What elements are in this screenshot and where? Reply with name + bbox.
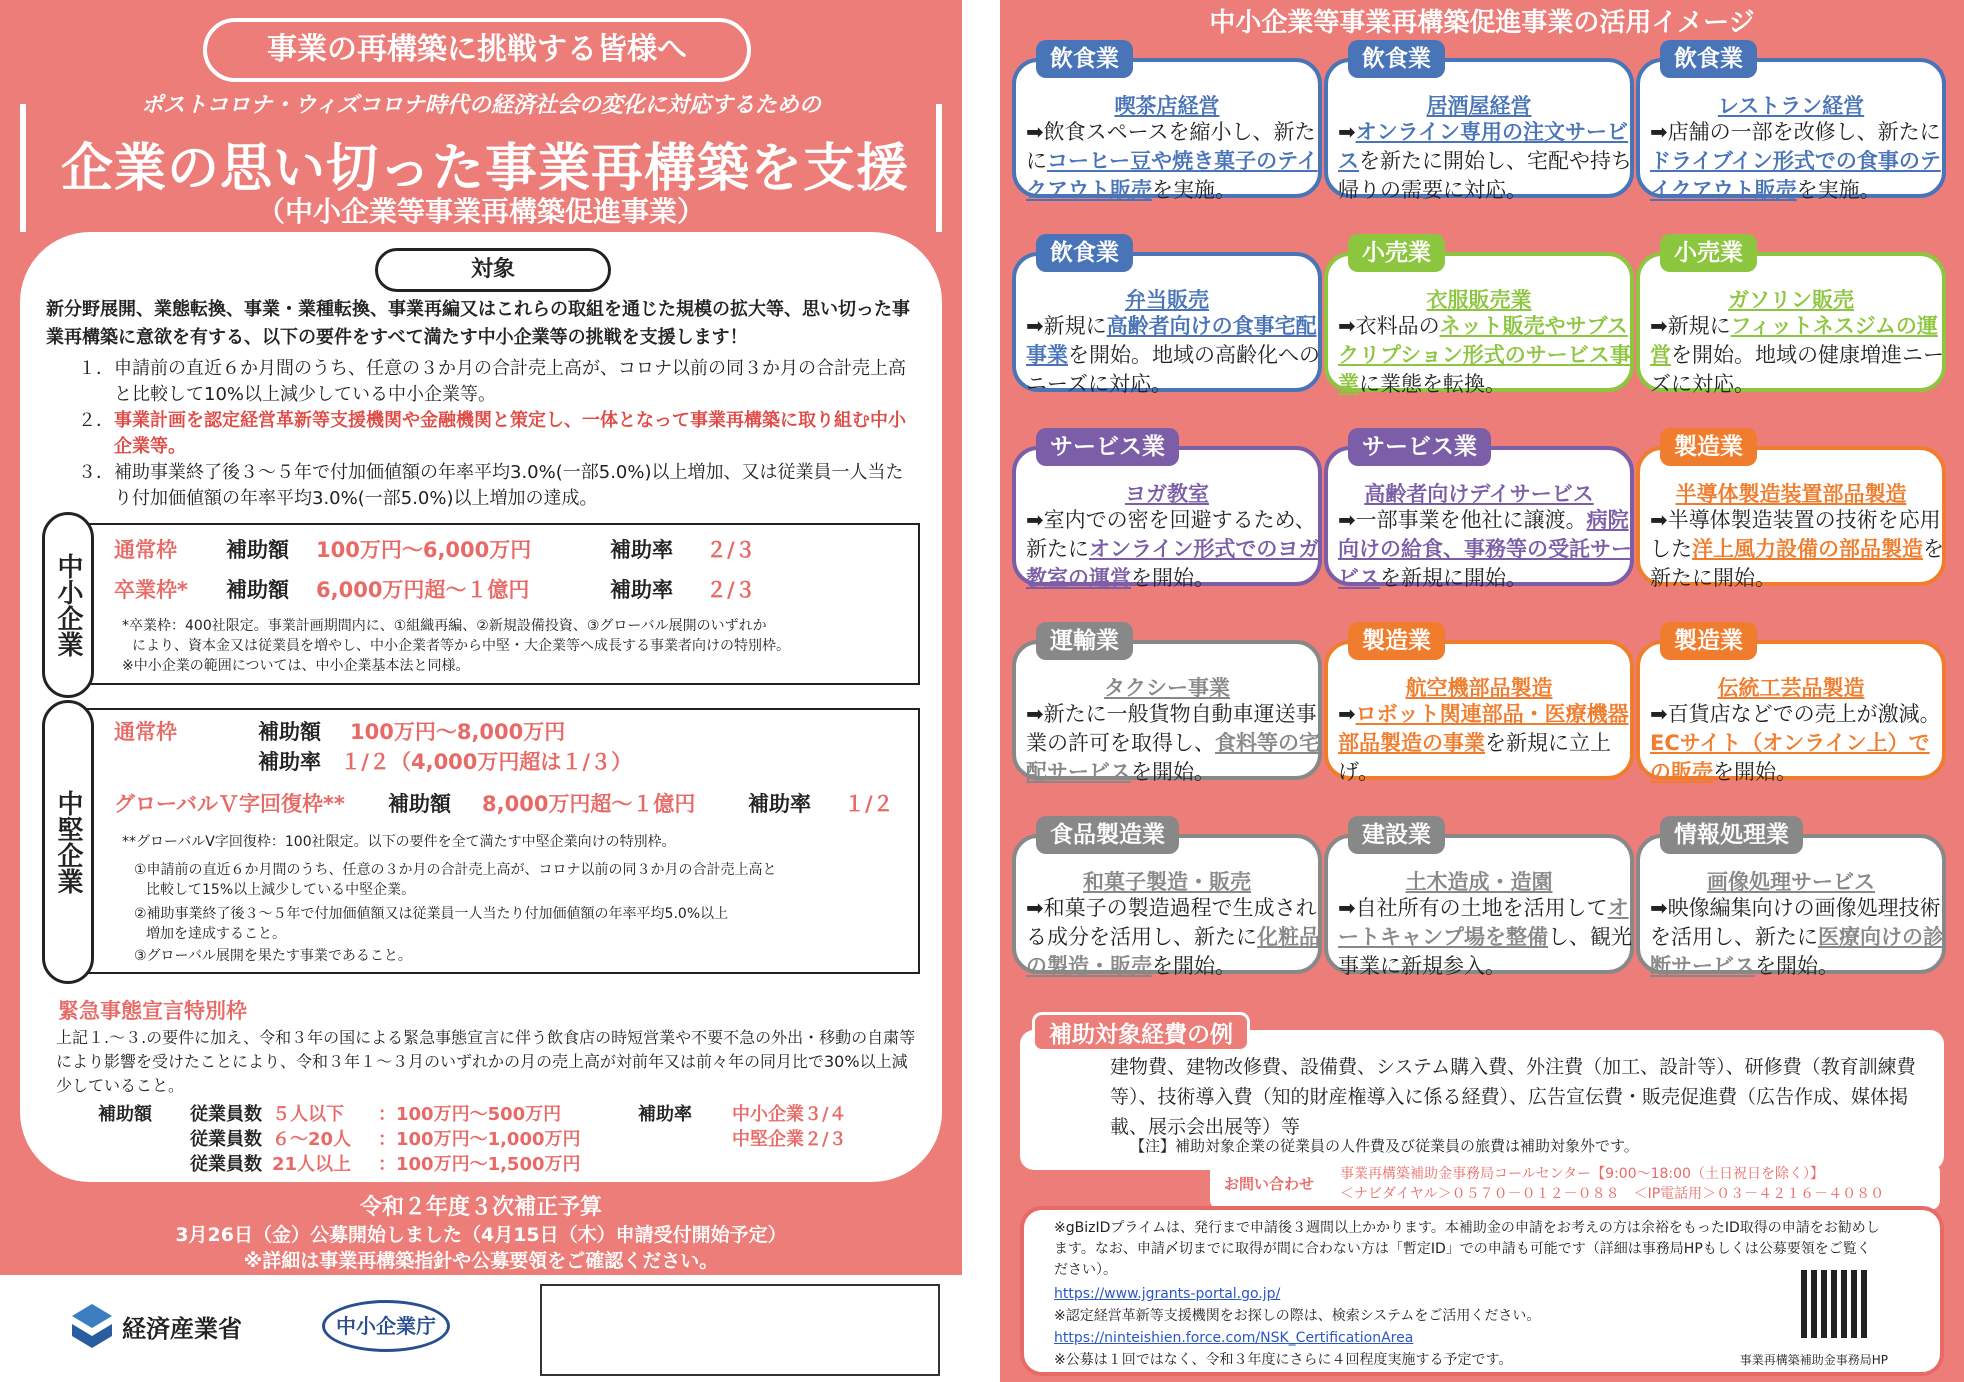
example-highlight: フィットネスジムの運営	[1650, 314, 1938, 367]
sme-note-2: により、資本金又は従業員を増やし、中小企業者等から中堅・大企業等へ成長する事業者向けの特別枠。	[132, 638, 790, 654]
example-body	[1338, 312, 1634, 399]
example-highlight: 化粧品の製造・販売	[1026, 925, 1320, 978]
req-number: ２．	[78, 410, 114, 431]
rate-value: ２/３	[706, 578, 756, 602]
example-highlight: オンライン専用の注文サービス	[1338, 120, 1628, 173]
req-number: ３．	[78, 462, 114, 483]
example-highlight: コーヒー豆や焼き菓子のテイクアウト販売	[1026, 149, 1318, 202]
example-body	[1338, 506, 1634, 593]
example-heading: ヨガ教室	[1125, 482, 1209, 506]
industry-tag: 食品製造業	[1036, 816, 1179, 854]
example-body	[1650, 894, 1946, 981]
example-body	[1338, 118, 1634, 205]
example-text: を開始。地域の健康増進ニーズに対応。	[1650, 343, 1944, 396]
sme-caption	[42, 512, 94, 698]
sme-caption-text: 中小企業	[53, 553, 83, 657]
example-highlight: オートキャンプ場を整備	[1338, 896, 1629, 949]
example-text: ➡飲食スペースを縮小し、新たに	[1026, 120, 1316, 173]
round-notice: ※公募は１回ではなく、令和３年度にさらに４回程度実施する予定です。	[1054, 1352, 1513, 1368]
industry-tag: 小売業	[1348, 234, 1445, 272]
example-text: を開始。	[1131, 566, 1215, 590]
gbiz-notice: ※gBizIDプライムは、発行まで申請後３週間以上かかります。本補助金の申請をお考えの方は余裕をもったID取得の申請をお勧めします。なお、申請〆切までに取得が間に合わない方は「暫定ID」での申請も可能です（詳細は事務局HPもしくは公募要領をご覧ください）。	[1054, 1220, 1880, 1278]
example-card	[1324, 58, 1634, 202]
example-card	[1012, 252, 1322, 396]
emergency-row-amt: ：100万円～1,000万円	[378, 1129, 581, 1150]
example-body	[1026, 894, 1322, 981]
example-highlight: 病院向けの給食、事務等の受託サービス	[1338, 508, 1632, 590]
example-body	[1650, 506, 1946, 593]
example-heading: 和菓子製造・販売	[1083, 870, 1251, 894]
industry-tag: 飲食業	[1036, 234, 1133, 272]
mid-note-2: ②補助事業終了後３～５年で付加価値額又は従業員一人当たり付加価値額の年率平均5.0%以上	[134, 906, 729, 922]
example-heading: ガソリン販売	[1728, 288, 1854, 312]
example-body	[1338, 700, 1634, 787]
emergency-rate-label: 補助率	[638, 1104, 692, 1125]
industry-tag: 情報処理業	[1660, 816, 1803, 854]
example-heading: 喫茶店経営	[1114, 94, 1220, 118]
example-highlight: 医療向けの診断サービス	[1650, 925, 1944, 978]
example-text: し、観光事業に新規参入。	[1338, 925, 1632, 978]
example-highlight: 高齢者向けの食事宅配事業	[1026, 314, 1317, 367]
mid-note-3: ③グローバル展開を果たす事業であること。	[134, 948, 412, 964]
example-card	[1012, 446, 1322, 590]
qr-caption: 事業再構築補助金事務局HP	[1739, 1353, 1888, 1367]
example-text: に業態を転換。	[1359, 372, 1506, 396]
sme-note-3: ※中小企業の範囲については、中小企業基本法と同様。	[122, 658, 470, 674]
example-text: ➡	[1338, 702, 1356, 726]
amount-label: 補助額	[226, 538, 289, 562]
target-heading: 対象	[375, 248, 611, 292]
example-highlight: ドライブイン形式での食事のテイクアウト販売	[1650, 149, 1941, 202]
example-heading: 伝統工芸品製造	[1717, 676, 1865, 700]
example-text: ➡一部事業を他社に譲渡。	[1338, 508, 1587, 532]
example-text: ➡百貨店などでの売上が激減。	[1650, 702, 1941, 726]
example-heading: 画像処理サービス	[1707, 870, 1875, 894]
example-text: ➡新規に	[1650, 314, 1731, 338]
example-text: を新規に開始。	[1380, 566, 1527, 590]
example-highlight: オンライン形式でのヨガ教室の運営	[1026, 537, 1320, 590]
emergency-rate-mid: 中堅企業２/３	[732, 1129, 847, 1150]
example-text: を新たに開始。	[1650, 537, 1944, 590]
sme-note-1: *卒業枠：400社限定。事業計画期間内に、①組織再編、②新規設備投資、③グローバル展開のいずれか	[122, 618, 767, 634]
meti-logo	[70, 1302, 242, 1350]
example-highlight: 洋上風力設備の部品製造	[1692, 537, 1923, 561]
example-heading: 土木造成・造園	[1405, 870, 1553, 894]
eligible-costs-tag: 補助対象経費の例	[1032, 1012, 1250, 1052]
frame-name: グローバルＶ字回復枠**	[114, 792, 345, 816]
example-body	[1650, 118, 1946, 205]
emergency-row-emp: 従業員数	[190, 1154, 262, 1175]
example-card	[1636, 58, 1946, 202]
amount-value: 6,000万円超～１億円	[316, 578, 530, 602]
example-text: ➡自社所有の土地を活用して	[1338, 896, 1608, 920]
example-card	[1636, 640, 1946, 784]
example-heading: レストラン経営	[1717, 94, 1865, 118]
eligible-costs-note: 【注】補助対象企業の従業員の人件費及び従業員の旅費は補助対象外です。	[1130, 1137, 1639, 1155]
example-text: を開始。	[1755, 954, 1839, 978]
example-body	[1650, 312, 1946, 399]
example-text: ➡室内での密を回避するため、新たに	[1026, 508, 1316, 561]
rate-label: 補助率	[610, 538, 673, 562]
header-pill: 事業の再構築に挑戦する皆様へ	[203, 18, 751, 82]
mid-row-1	[114, 716, 566, 746]
example-card	[1324, 446, 1634, 590]
emergency-frame-heading: 緊急事態宣言特別枠	[58, 999, 247, 1023]
mid-caption-text: 中堅企業	[53, 790, 83, 894]
rate-label: 補助率	[748, 792, 811, 816]
example-card	[1636, 834, 1946, 978]
req-text: 補助事業終了後３～５年で付加価値額の年率平均3.0%(一部5.0%)以上増加、又は従業員一人当たり付加価値額の年率平均3.0%(一部5.0%)以上増加の達成。	[114, 462, 904, 509]
example-card	[1636, 446, 1946, 590]
example-highlight: ネット販売やサブスクリプション形式のサービス事業	[1338, 314, 1631, 396]
requirement-1	[78, 356, 908, 408]
example-card	[1012, 58, 1322, 202]
emergency-row-emp: 従業員数	[190, 1129, 262, 1150]
example-text: を開始。	[1131, 760, 1215, 784]
rate-value: １/２（4,000万円超は１/３）	[340, 750, 633, 774]
example-text: ➡映像編集向けの画像処理技術を活用し、新たに	[1650, 896, 1941, 949]
example-text: ➡店舗の一部を改修し、新たに	[1650, 120, 1941, 144]
frame-name: 通常枠	[114, 720, 177, 744]
industry-tag: サービス業	[1036, 428, 1179, 466]
program-name: （中小企業等事業再構築促進事業）	[256, 195, 705, 228]
emergency-row-cnt: 21人以上	[272, 1154, 352, 1175]
sme-row-1	[114, 534, 756, 564]
example-text: を開始。	[1152, 954, 1236, 978]
mid-row-1b	[258, 746, 632, 776]
amount-label: 補助額	[388, 792, 451, 816]
industry-tag: 飲食業	[1036, 40, 1133, 78]
right-flyer-page	[1000, 0, 1964, 1382]
example-text: ➡半導体製造装置の技術を応用した	[1650, 508, 1941, 561]
example-text: を開始。地域の高齢化へのニーズに対応。	[1026, 343, 1320, 396]
example-heading: タクシー事業	[1104, 676, 1230, 700]
req-number: １．	[78, 358, 114, 379]
contact-phone: ＜ナビダイヤル＞０５７０－０１２－０８８ ＜IP電話用＞０３－４２１６－４０８０	[1340, 1186, 1885, 1202]
example-body	[1338, 894, 1634, 981]
contact-box	[1210, 1162, 1940, 1210]
example-text: ➡	[1338, 120, 1356, 144]
example-text: を新たに開始し、宅配や持ち帰りの需要に対応。	[1338, 149, 1632, 202]
emergency-row-emp: 従業員数	[190, 1104, 262, 1125]
emergency-row-amt: ：100万円～500万円	[378, 1104, 562, 1125]
example-body	[1026, 312, 1322, 399]
example-card	[1324, 640, 1634, 784]
budget-title: 令和２年度３次補正予算	[359, 1195, 602, 1220]
sme-row-2	[114, 574, 756, 604]
example-text: ➡和菓子の製造過程で生成される成分を活用し、新たに	[1026, 896, 1317, 949]
example-body	[1026, 118, 1322, 205]
example-body	[1650, 700, 1946, 787]
usage-title: 中小企業等事業再構築促進事業の活用イメージ	[1209, 8, 1755, 38]
example-card	[1012, 834, 1322, 978]
industry-tag: サービス業	[1348, 428, 1491, 466]
industry-tag: 飲食業	[1660, 40, 1757, 78]
frame-name: 卒業枠*	[114, 578, 188, 602]
mid-note-2b: 増加を達成すること。	[146, 926, 286, 942]
example-heading: 半導体製造装置部品製造	[1675, 482, 1907, 506]
example-heading: 航空機部品製造	[1405, 676, 1553, 700]
example-heading: 居酒屋経営	[1426, 94, 1532, 118]
mid-caption	[42, 700, 94, 984]
example-text: ➡新規に	[1026, 314, 1107, 338]
left-flyer-page	[0, 0, 962, 1382]
example-text: を実施。	[1152, 178, 1236, 202]
example-heading: 高齢者向けデイサービス	[1364, 482, 1594, 506]
example-highlight: ECサイト（オンライン上）での販売	[1650, 731, 1930, 784]
blank-stamp-box	[540, 1284, 940, 1376]
example-card	[1012, 640, 1322, 784]
industry-tag: 製造業	[1660, 622, 1757, 660]
contact-center: 事業再構築補助金事務局コールセンター【9:00～18:00（土日祝日を除く）】	[1340, 1166, 1824, 1182]
main-title: 企業の思い切った事業再構築を支援	[60, 139, 909, 199]
requirement-2	[78, 408, 908, 460]
example-text: ➡新たに一般貨物自動車運送事業の許可を取得し、	[1026, 702, 1317, 755]
amount-value: 8,000万円超～１億円	[482, 792, 696, 816]
example-card	[1324, 834, 1634, 978]
mid-row-2	[114, 788, 894, 818]
rate-value: １/２	[844, 792, 894, 816]
industry-tag: 小売業	[1660, 234, 1757, 272]
subtitle: ポストコロナ・ウィズコロナ時代の経済社会の変化に対応するための	[141, 93, 821, 118]
amount-label: 補助額	[258, 720, 321, 744]
amount-value: 100万円～8,000万円	[350, 720, 566, 744]
example-body	[1026, 506, 1322, 593]
example-body	[1026, 700, 1322, 787]
example-highlight: ロボット関連部品・医療機器部品製造の事業	[1338, 702, 1629, 755]
target-intro: 新分野展開、業態転換、事業・業種転換、事業再編又はこれらの取組を通じた規模の拡大等、思い切った事業再構築に意欲を有する、以下の要件をすべて満たす中小企業等の挑戦を支援します！	[46, 299, 910, 348]
contact-label: お問い合わせ	[1224, 1175, 1315, 1193]
req-text: 申請前の直近６か月間のうち、任意の３か月の合計売上高が、コロナ以前の同３か月の合計売上高と比較して10%以上減少している中小企業等。	[114, 358, 906, 405]
example-heading: 弁当販売	[1125, 288, 1209, 312]
qr-code-icon[interactable]	[1801, 1270, 1869, 1338]
industry-tag: 飲食業	[1348, 40, 1445, 78]
emergency-row-cnt: ５人以下	[272, 1104, 344, 1125]
amount-label: 補助額	[226, 578, 289, 602]
industry-tag: 建設業	[1348, 816, 1445, 854]
jgrants-link[interactable]: https://www.jgrants-portal.go.jp/	[1054, 1286, 1281, 1302]
emergency-amount-label: 補助額	[98, 1104, 152, 1125]
example-text: を実施。	[1796, 178, 1881, 202]
mid-note-1: ①申請前の直近６か月間のうち、任意の３か月の合計売上高が、コロナ以前の同３か月の合計売上高と	[134, 862, 777, 878]
rate-value: ２/３	[706, 538, 756, 562]
emergency-row-amt: ：100万円～1,500万円	[378, 1154, 581, 1175]
industry-tag: 製造業	[1660, 428, 1757, 466]
example-highlight: 食料等の宅配サービス	[1026, 731, 1320, 784]
support-notice: ※認定経営革新等支援機関をお探しの際は、検索システムをご活用ください。	[1054, 1308, 1541, 1324]
amount-value: 100万円～6,000万円	[316, 538, 532, 562]
req-text: 事業計画を認定経営革新等支援機関や金融機関と策定し、一体となって事業再構築に取り組む中小企業等。	[114, 410, 906, 457]
eligible-costs-text: 建物費、建物改修費、設備費、システム購入費、外注費（加工、設計等）、研修費（教育訓練費等）、技術導入費（知的財産権導入に係る経費）、広告宣伝費・販売促進費（広告作成、媒体掲載、展示会出展等）等	[1110, 1056, 1916, 1138]
emergency-frame-text: 上記１.～３.の要件に加え、令和３年の国による緊急事態宣言に伴う飲食店の時短営業や不要不急の外出・移動の自粛等により影響を受けたことにより、令和３年１～３月のいずれかの月の売上高が対前年又は前々年の同月比で30%以上減少していること。	[56, 1028, 916, 1095]
industry-tag: 製造業	[1348, 622, 1445, 660]
example-card	[1636, 252, 1946, 396]
industry-tag: 運輸業	[1036, 622, 1133, 660]
mid-note-1b: 比較して15%以上減少している中堅企業。	[146, 882, 416, 898]
example-text: ➡衣料品の	[1338, 314, 1440, 338]
requirement-3	[78, 460, 908, 512]
example-text: を開始。	[1713, 760, 1797, 784]
meti-emblem-icon	[70, 1302, 114, 1350]
budget-note: ※詳細は事業再構築指針や公募要領をご確認ください。	[243, 1250, 719, 1272]
sme-agency-logo: 中小企業庁	[322, 1300, 450, 1352]
mid-note-0: **グローバルV字回復枠：100社限定。以下の要件を全て満たす中堅企業向けの特別枠。	[122, 834, 676, 850]
budget-schedule: 3月26日（金）公募開始しました（4月15日（木）申請受付開始予定）	[175, 1224, 787, 1246]
emergency-rate-sme: 中小企業３/４	[732, 1104, 847, 1125]
example-heading: 衣服販売業	[1426, 288, 1532, 312]
emergency-row-cnt: ６～20人	[272, 1129, 352, 1150]
example-card	[1324, 252, 1634, 396]
meti-name: 経済産業省	[122, 1314, 242, 1343]
rate-label: 補助率	[610, 578, 673, 602]
ninteishien-link[interactable]: https://ninteishien.force.com/NSK_CertificationArea	[1054, 1330, 1414, 1346]
example-text: を新規に立上げ。	[1338, 731, 1611, 784]
frame-name: 通常枠	[114, 538, 177, 562]
rate-label: 補助率	[258, 750, 321, 774]
